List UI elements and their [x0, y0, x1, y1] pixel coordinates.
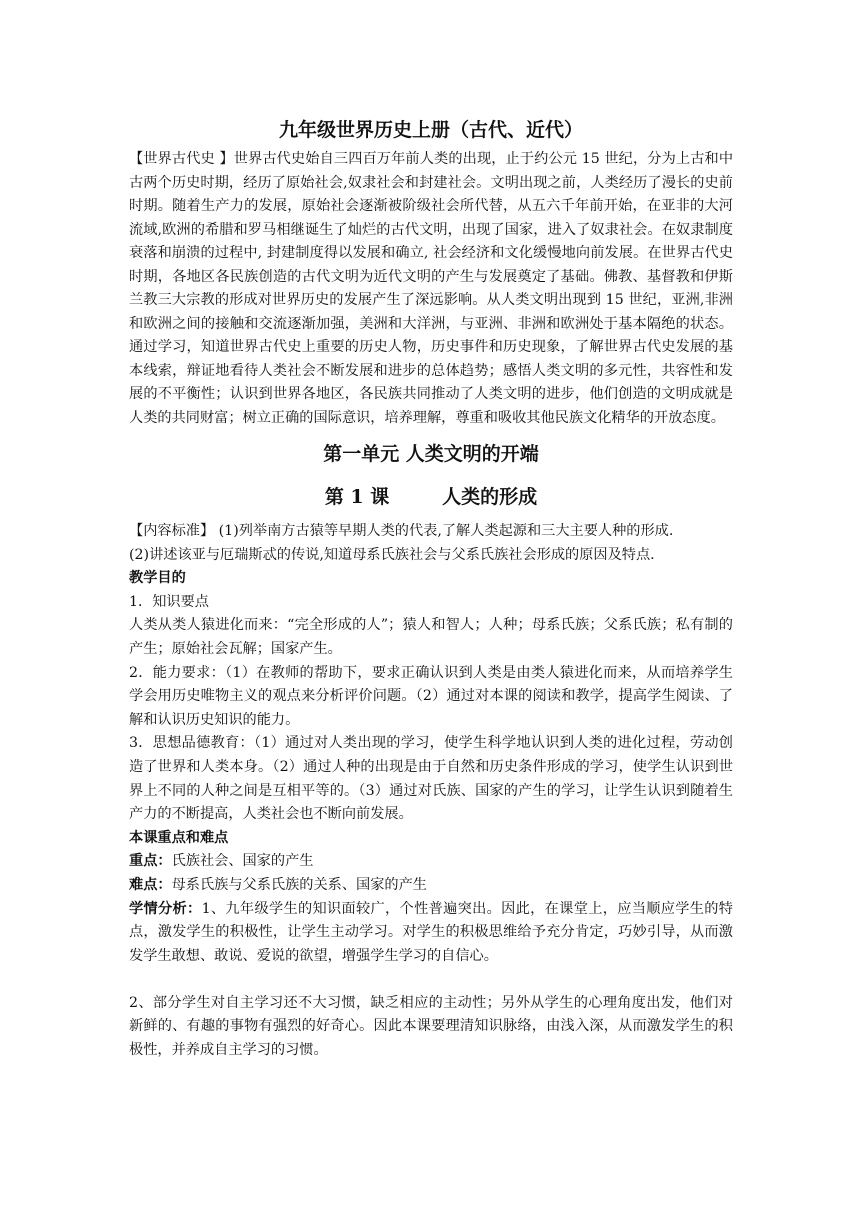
- analysis-paragraph-2: 2、部分学生对自主学习还不大习惯，缺乏相应的主动性；另外从学生的心理角度出发，他们对新鲜的、有趣的事物有强烈的好奇心。因此本课要理清知识脉络，由浅入深，从而激发学生的积极性，并养成自主学习的习惯。: [129, 994, 733, 1059]
- lesson-body: [129, 520, 733, 1063]
- unit-title: 第一单元 人类文明的开端: [323, 443, 539, 465]
- analysis-paragraph: [129, 898, 733, 969]
- content-standard-line-1: 【内容标准】 (1)列举南方古猿等早期人类的代表,了解人类起源和三大主要人种的形成.: [129, 523, 674, 539]
- key-point-label: 重点：: [129, 853, 172, 870]
- difficult-point-label: 难点：: [129, 876, 172, 893]
- difficult-point-line: [129, 874, 733, 898]
- document-title: 九年级世界历史上册（古代、近代）: [278, 119, 583, 141]
- page-content: [129, 112, 733, 1063]
- objective-1-text: 人类从类人猿进化而来：“完全形成的人”；猿人和智人；人种；母系氏族；父系氏族；私有制的产生；原始社会瓦解；国家产生。: [129, 617, 733, 657]
- analysis-label: 学情分析：: [129, 900, 202, 917]
- lesson-title: 第 1 课 人类的形成: [324, 486, 538, 508]
- intro-paragraph: [129, 148, 733, 430]
- objective-3-text: 3．思想品德教育：（1）通过对人类出现的学习，使学生科学地认识到人类的进化过程，劳动创造了世界和人类本身。（2）通过人种的出现是由于自然和历史条件形成的学习，使学生认识到世界上不同的人种之间是互相平等的。（3）通过对氏族、国家的产生的学习，让学生认识到随着生产力的不断提高，人类社会也不断向前发展。: [129, 735, 733, 823]
- objectives-heading: 教学目的: [129, 570, 186, 587]
- analysis-text: 1、九年级学生的知识面较广，个性普遍突出。因此，在课堂上，应当顺应学生的特点，激发学生的积极性，让学生主动学习。对学生的积极思维给予充分肯定，巧妙引导，从而激发学生敢想、敢说、爱说的欲望，增强学生学习的自信心。: [129, 900, 733, 964]
- keypoints-heading: 本课重点和难点: [129, 829, 229, 846]
- content-standard-line-2: (2)讲述该亚与厄瑞斯忒的传说,知道母系氏族社会与父系氏族社会形成的原因及特点.: [129, 546, 655, 563]
- blank-line: [129, 968, 733, 992]
- key-point-text: 氏族社会、国家的产生: [171, 853, 314, 870]
- key-point-line: [129, 850, 733, 874]
- intro-text: 世界古代史始自三四百万年前人类的出现，止于约公元 15 世纪，分为上古和中古两个历史时期，经历了原始社会,奴隶社会和封建社会。文明出现之前，人类经历了漫长的史前时期。随着生产力的发展，原始社会逐渐被阶级社会所代替，从五六千年前开始，在亚非的大河流域,欧洲的希腊和罗马相继诞生了灿烂的古代文明，出现了国家，进入了奴隶社会。在奴隶制度衰落和崩溃的过程中, 封建制度得以发展和确立, 社会经济和文化缓慢地向前发展。在世界古代史时期，各地区各民族创造的古代文明为近代文明的产生与发展奠定了基础。佛教、基督教和伊斯兰教三大宗教的形成对世界历史的发展产生了深远影响。从人类文明出现到 15 世纪，亚洲,非洲和欧洲之间的接触和交流逐渐加强，美洲和大洋洲，与亚洲、非洲和欧洲处于基本隔绝的状态。通过学习，知道世界古代史上重要的历史人物，历史事件和历史现象，了解世界古代史发展的基本线索，辩证地看待人类社会不断发展和进步的总体趋势；感悟人类文明的多元性，共容性和发展的不平衡性；认识到世界各地区，各民族共同推动了人类文明的进步，他们创造的文明成就是人类的共同财富；树立正确的国际意识，培养理解，尊重和吸收其他民族文化精华的开放态度。: [129, 151, 734, 426]
- intro-label: 【世界古代史 】: [129, 151, 234, 167]
- difficult-point-text: 母系氏族与父系氏族的关系、国家的产生: [171, 876, 427, 893]
- objective-1-heading: 1．知识要点: [129, 593, 209, 610]
- objective-2-text: 2．能力要求：（1）在教师的帮助下，要求正确认识到人类是由类人猿进化而来，从而培养学生学会用历史唯物主义的观点来分析评价问题。（2）通过对本课的阅读和教学，提高学生阅读、了解和认识历史知识的能力。: [129, 664, 733, 728]
